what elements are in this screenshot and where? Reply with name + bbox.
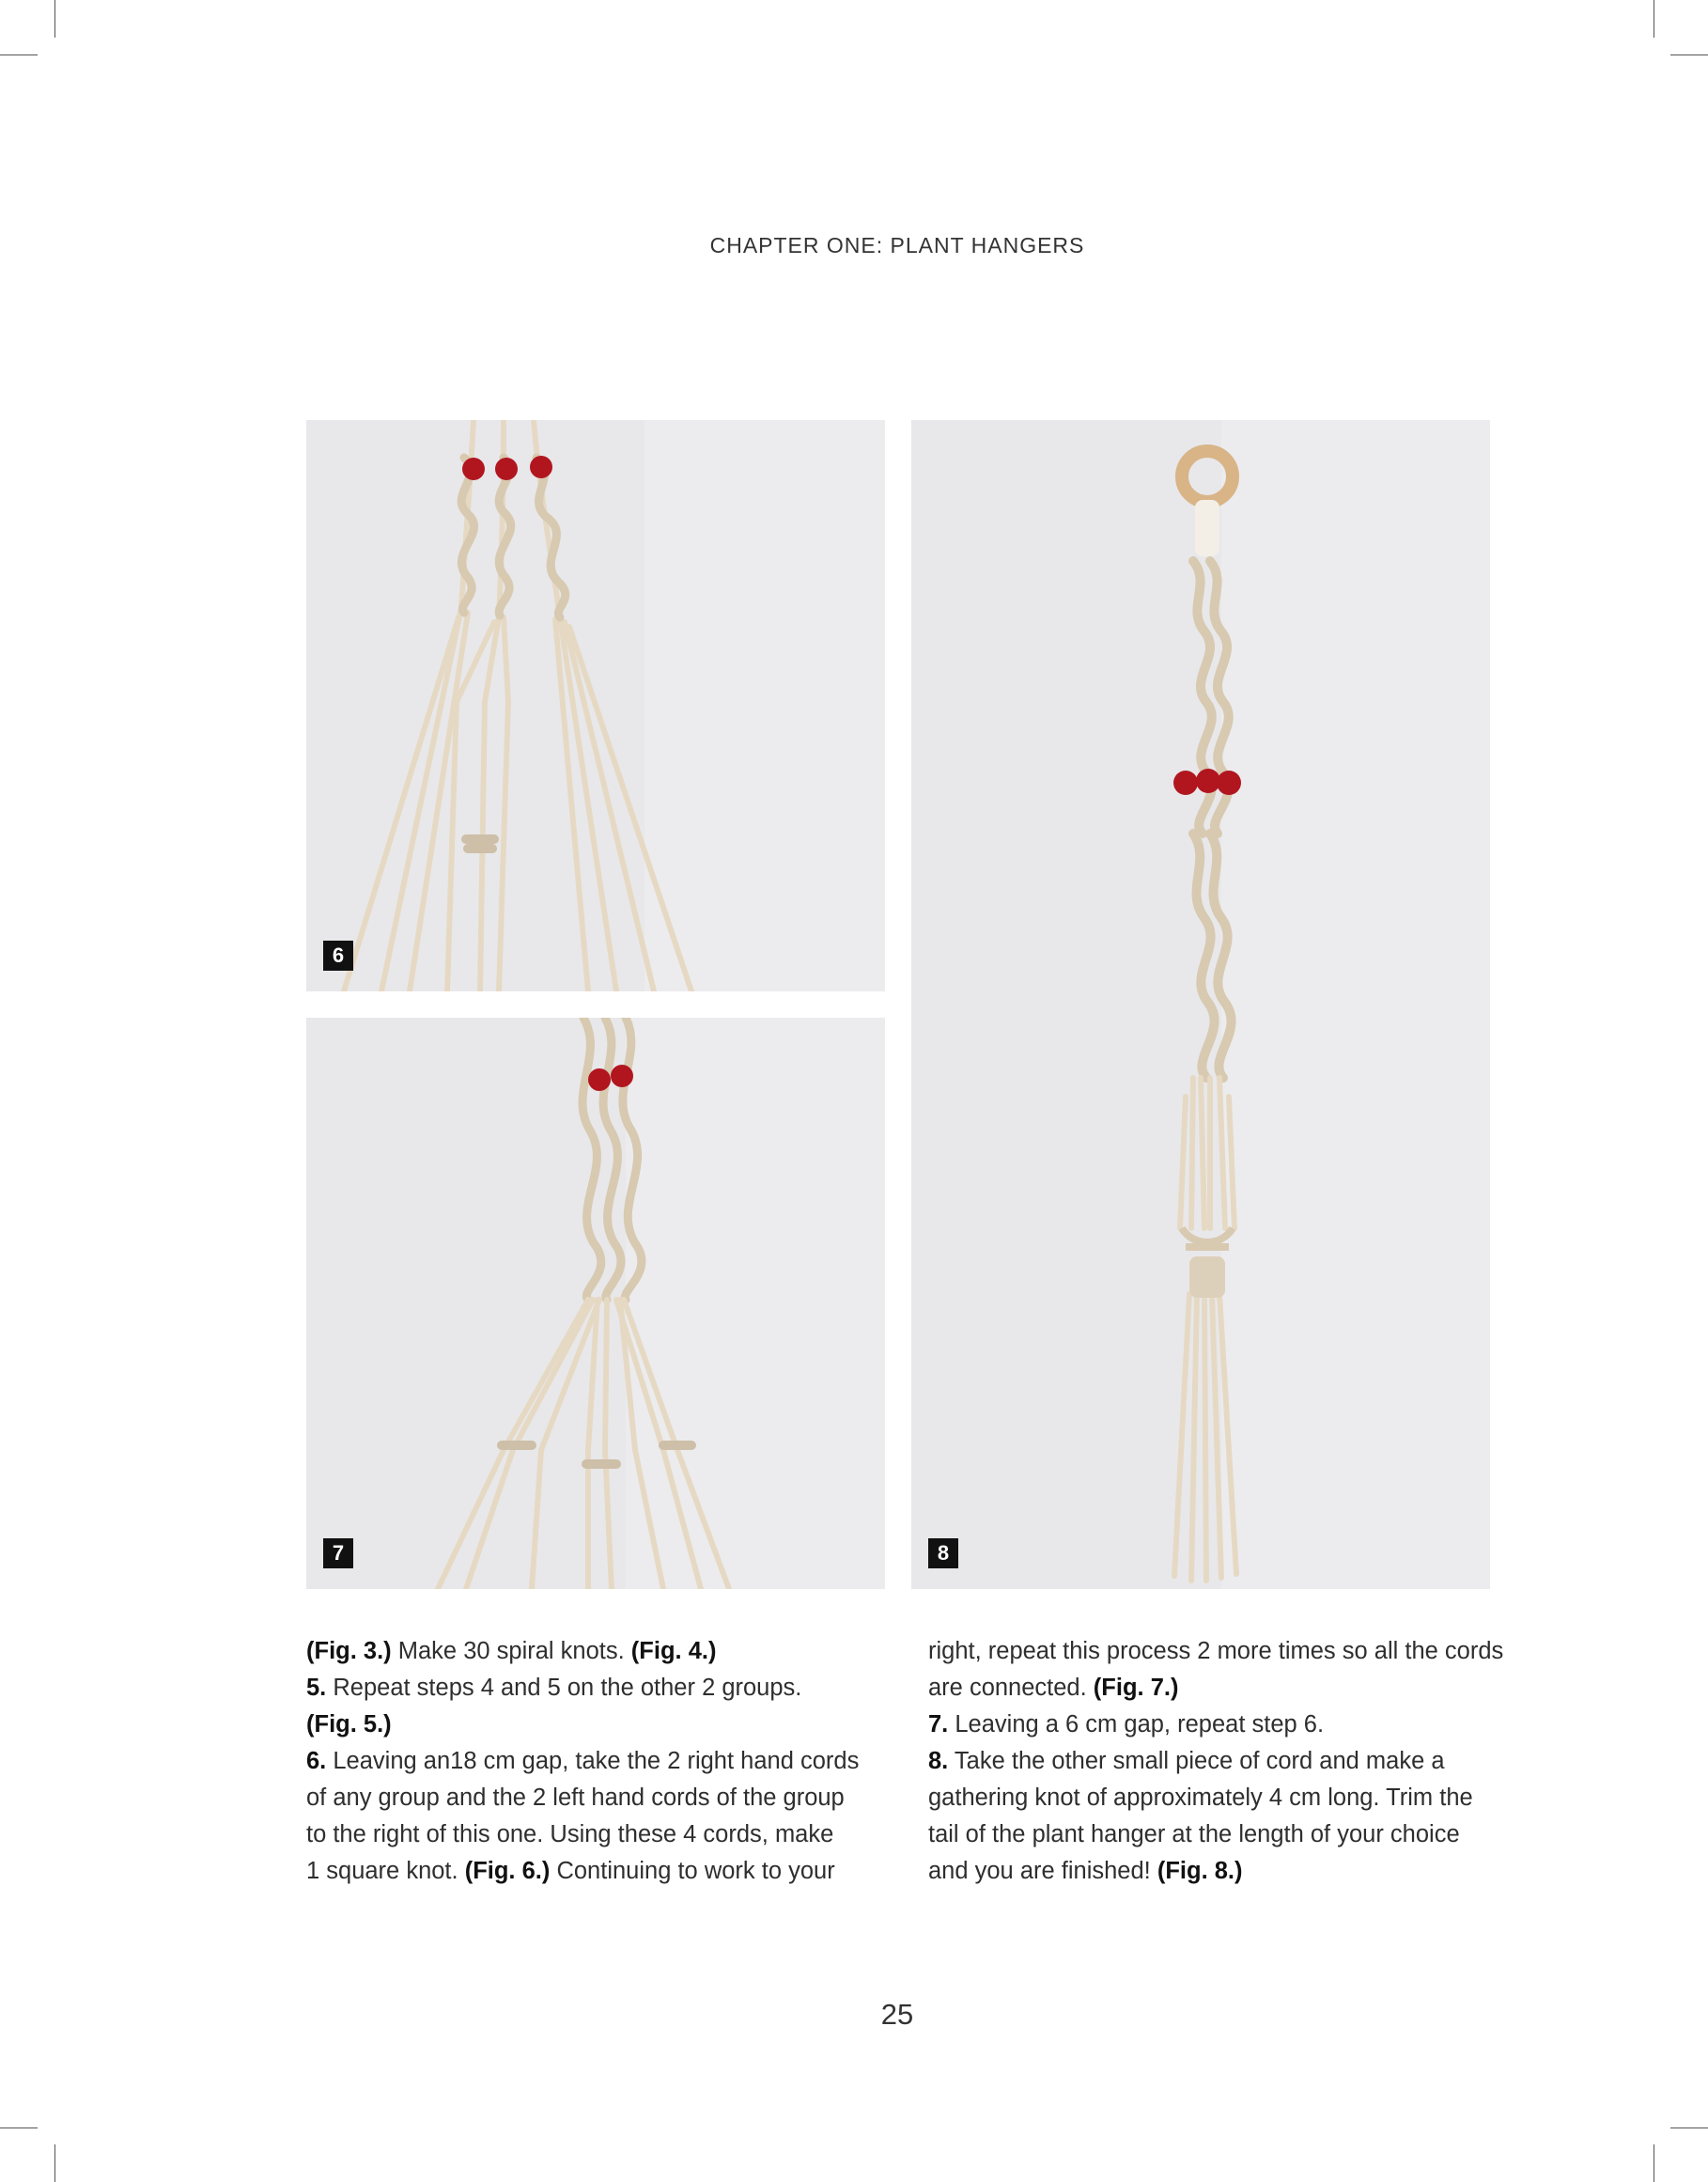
- figure-6-illustration: [306, 420, 885, 991]
- text-line: and you are finished! (Fig. 8.): [928, 1858, 1243, 1884]
- text-line: gathering knot of approximately 4 cm long. Trim the: [928, 1785, 1473, 1811]
- text-line: 8. Take the other small piece of cord and make a: [928, 1748, 1445, 1774]
- text-line: (Fig. 5.): [306, 1711, 392, 1738]
- crop-mark: [54, 2144, 55, 2182]
- figure-8-illustration: [911, 420, 1490, 1589]
- figure-8-photo: [911, 420, 1490, 1589]
- page-number: 25: [880, 1998, 914, 2031]
- text-line: tail of the plant hanger at the length of your choice: [928, 1821, 1460, 1847]
- crop-mark: [54, 0, 55, 38]
- figure-7-photo: [306, 1018, 885, 1589]
- text-line: right, repeat this process 2 more times so all the cords: [928, 1638, 1504, 1664]
- text-line: 7. Leaving a 6 cm gap, repeat step 6.: [928, 1711, 1325, 1738]
- figure-8-badge: 8: [928, 1538, 958, 1568]
- running-header: CHAPTER ONE: PLANT HANGERS: [709, 233, 1085, 257]
- text-line: of any group and the 2 left hand cords of the group: [306, 1785, 845, 1811]
- figure-6-badge: 6: [323, 941, 353, 971]
- figure-7-badge: 7: [323, 1538, 353, 1568]
- crop-mark: [0, 2127, 38, 2128]
- text-line: 1 square knot. (Fig. 6.) Continuing to work to your: [306, 1858, 835, 1884]
- text-line: 5. Repeat steps 4 and 5 on the other 2 groups.: [306, 1675, 802, 1701]
- figure-6-photo: [306, 420, 885, 991]
- text-line: to the right of this one. Using these 4 cords, make: [306, 1821, 834, 1847]
- crop-mark: [1670, 2127, 1708, 2128]
- figure-7-illustration: [306, 1018, 885, 1589]
- text-line: are connected. (Fig. 7.): [928, 1675, 1179, 1701]
- text-line: (Fig. 3.) Make 30 spiral knots. (Fig. 4.): [306, 1638, 717, 1664]
- text-line: 6. Leaving an18 cm gap, take the 2 right hand cords: [306, 1748, 860, 1774]
- text-column-right: [928, 1633, 1511, 1890]
- text-column-left: [306, 1633, 879, 1890]
